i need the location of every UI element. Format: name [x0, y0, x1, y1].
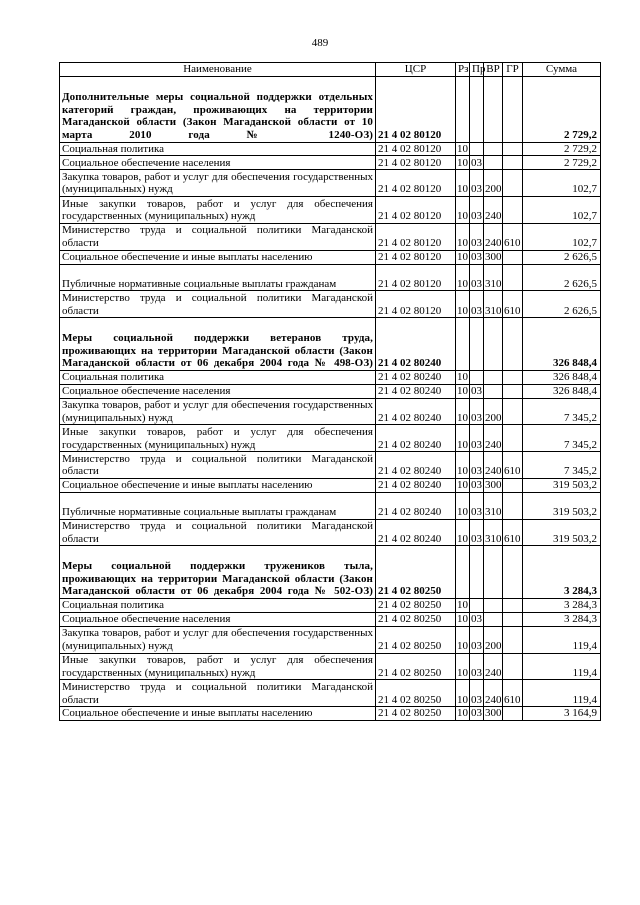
table-row — [60, 264, 601, 291]
cell-name: Социальное обеспечение и иные выплаты населению — [60, 478, 376, 492]
cell-gr — [503, 492, 523, 519]
cell-sum: 2 729,2 — [523, 156, 601, 170]
cell-csr: 21 4 02 80120 — [376, 264, 456, 291]
table-row — [60, 197, 601, 224]
cell-vr: 240 — [484, 653, 503, 680]
cell-csr: 21 4 02 80120 — [376, 223, 456, 250]
table-row — [60, 653, 601, 680]
table-row — [60, 223, 601, 250]
table-row — [60, 452, 601, 479]
cell-sum: 2 729,2 — [523, 77, 601, 143]
cell-sum: 119,4 — [523, 680, 601, 707]
cell-rz: 10 — [456, 626, 470, 653]
cell-gr — [503, 318, 523, 371]
cell-csr: 21 4 02 80120 — [376, 77, 456, 143]
cell-name: Закупка товаров, работ и услуг для обеспечения государственных (муниципальных) нужд — [60, 398, 376, 425]
cell-name: Публичные нормативные социальные выплаты гражданам — [60, 264, 376, 291]
cell-rz: 10 — [456, 398, 470, 425]
cell-vr — [484, 156, 503, 170]
cell-name: Иные закупки товаров, работ и услуг для обеспечения государственных (муниципальных) нужд — [60, 653, 376, 680]
table-body — [60, 77, 601, 721]
cell-name: Министерство труда и социальной политики Магаданской области — [60, 519, 376, 546]
cell-vr: 300 — [485, 707, 502, 720]
cell-name: Социальное обеспечение населения — [60, 612, 376, 626]
cell-rz: 10 — [457, 156, 468, 169]
cell-pr: 03 — [471, 156, 482, 169]
cell-pr: 03 — [470, 519, 484, 546]
cell-name: Социальная политика — [60, 370, 376, 384]
cell-gr: 610 — [503, 452, 523, 479]
cell-csr: 21 4 02 80240 — [376, 318, 456, 371]
cell-rz: 10 — [456, 653, 470, 680]
cell-csr: 21 4 02 80120 — [376, 197, 456, 224]
cell-pr: 03 — [471, 707, 482, 720]
cell-vr: 240 — [484, 425, 503, 452]
cell-csr: 21 4 02 80240 — [376, 492, 456, 519]
cell-pr: 03 — [470, 264, 484, 291]
table-row-section — [60, 546, 601, 599]
cell-gr — [503, 156, 523, 170]
table-row — [60, 492, 601, 519]
cell-sum: 102,7 — [523, 170, 601, 197]
table-row — [60, 370, 601, 384]
cell-name: Закупка товаров, работ и услуг для обеспечения государственных (муниципальных) нужд — [60, 170, 376, 197]
cell-pr — [470, 318, 484, 371]
cell-pr: 03 — [470, 197, 484, 224]
cell-name: Министерство труда и социальной политики Магаданской области — [60, 680, 376, 707]
cell-vr — [484, 546, 503, 599]
cell-gr — [503, 197, 523, 224]
cell-pr: 03 — [470, 680, 484, 707]
cell-rz — [456, 318, 470, 371]
table-row — [60, 478, 601, 492]
cell-gr — [503, 653, 523, 680]
cell-sum: 119,4 — [523, 653, 601, 680]
cell-gr — [503, 425, 523, 452]
table-row — [60, 519, 601, 546]
cell-vr: 310 — [484, 519, 503, 546]
cell-vr — [484, 612, 503, 626]
cell-gr — [503, 599, 523, 613]
cell-rz — [456, 546, 470, 599]
cell-pr: 03 — [470, 398, 484, 425]
cell-csr: 21 4 02 80250 — [376, 707, 456, 721]
cell-name: Меры социальной поддержки тружеников тыла, проживающих на территории Магаданской области (Закон Магаданской области от 06 декабря 2004 года № 502-ОЗ) — [60, 546, 376, 599]
cell-sum: 2 626,5 — [523, 264, 601, 291]
cell-rz: 10 — [457, 613, 468, 626]
cell-pr: 03 — [470, 425, 484, 452]
header-pr: Пр — [470, 63, 484, 77]
cell-vr — [484, 599, 503, 613]
cell-gr — [503, 250, 523, 264]
cell-vr: 240 — [484, 680, 503, 707]
cell-rz: 10 — [456, 452, 470, 479]
cell-vr — [484, 77, 503, 143]
table-row — [60, 170, 601, 197]
cell-sum: 3 284,3 — [523, 599, 601, 613]
cell-gr — [503, 707, 523, 721]
table-row — [60, 291, 601, 318]
cell-vr: 200 — [484, 626, 503, 653]
cell-vr: 240 — [484, 452, 503, 479]
cell-rz: 10 — [457, 599, 468, 612]
cell-sum: 102,7 — [523, 197, 601, 224]
cell-vr: 240 — [484, 197, 503, 224]
header-csr: ЦСР — [376, 63, 456, 77]
cell-csr: 21 4 02 80250 — [376, 680, 456, 707]
cell-gr — [503, 478, 523, 492]
cell-sum: 326 848,4 — [523, 370, 601, 384]
cell-sum: 319 503,2 — [523, 519, 601, 546]
cell-csr: 21 4 02 80240 — [376, 452, 456, 479]
cell-vr: 200 — [484, 170, 503, 197]
cell-gr — [503, 142, 523, 156]
cell-csr: 21 4 02 80250 — [376, 599, 456, 613]
cell-vr: 200 — [484, 398, 503, 425]
cell-name: Меры социальной поддержки ветеранов труда, проживающих на территории Магаданской области (Закон Магаданской области от 06 декабря 2004 года № 498-ОЗ) — [60, 318, 376, 371]
cell-rz — [456, 77, 470, 143]
cell-name: Министерство труда и социальной политики Магаданской области — [60, 452, 376, 479]
cell-sum: 319 503,2 — [523, 478, 601, 492]
cell-pr: 03 — [471, 250, 482, 263]
cell-csr: 21 4 02 80240 — [376, 519, 456, 546]
cell-vr — [484, 318, 503, 371]
cell-csr: 21 4 02 80240 — [376, 478, 456, 492]
header-vr: ВР — [484, 63, 503, 77]
table-row — [60, 599, 601, 613]
table-row — [60, 680, 601, 707]
cell-name: Министерство труда и социальной политики Магаданской области — [60, 223, 376, 250]
cell-vr: 310 — [484, 291, 503, 318]
cell-gr — [503, 612, 523, 626]
cell-sum: 7 345,2 — [523, 398, 601, 425]
header-name: Наименование — [60, 63, 376, 77]
table-row — [60, 156, 601, 170]
cell-rz: 10 — [456, 170, 470, 197]
cell-pr: 03 — [471, 613, 482, 626]
cell-rz: 10 — [456, 291, 470, 318]
cell-gr — [503, 264, 523, 291]
cell-csr: 21 4 02 80120 — [376, 291, 456, 318]
cell-rz: 10 — [456, 223, 470, 250]
cell-pr: 03 — [470, 653, 484, 680]
cell-gr — [503, 546, 523, 599]
cell-name: Иные закупки товаров, работ и услуг для обеспечения государственных (муниципальных) нужд — [60, 425, 376, 452]
cell-rz: 10 — [457, 479, 468, 492]
cell-csr: 21 4 02 80240 — [376, 398, 456, 425]
cell-sum: 119,4 — [523, 626, 601, 653]
cell-pr: 03 — [470, 170, 484, 197]
cell-vr: 240 — [484, 223, 503, 250]
table-row-section — [60, 77, 601, 143]
cell-pr — [470, 77, 484, 143]
table-row — [60, 425, 601, 452]
cell-vr: 310 — [484, 492, 503, 519]
table-row — [60, 626, 601, 653]
table-header-row — [60, 63, 601, 77]
cell-sum: 102,7 — [523, 223, 601, 250]
cell-pr: 03 — [471, 479, 482, 492]
cell-name: Закупка товаров, работ и услуг для обеспечения государственных (муниципальных) нужд — [60, 626, 376, 653]
cell-rz: 10 — [456, 197, 470, 224]
table-row — [60, 250, 601, 264]
cell-gr — [503, 384, 523, 398]
cell-sum: 3 164,9 — [523, 707, 601, 721]
cell-vr — [484, 370, 503, 384]
cell-csr: 21 4 02 80250 — [376, 653, 456, 680]
cell-vr — [484, 142, 503, 156]
cell-pr: 03 — [470, 626, 484, 653]
cell-sum: 7 345,2 — [523, 425, 601, 452]
cell-rz: 10 — [457, 707, 468, 720]
cell-pr — [470, 370, 484, 384]
cell-name: Социальное обеспечение и иные выплаты населению — [60, 707, 376, 721]
cell-name: Публичные нормативные социальные выплаты гражданам — [60, 492, 376, 519]
cell-csr: 21 4 02 80120 — [376, 156, 456, 170]
cell-csr: 21 4 02 80120 — [376, 170, 456, 197]
cell-gr: 610 — [503, 519, 523, 546]
cell-gr — [503, 398, 523, 425]
header-gr: ГР — [503, 63, 523, 77]
header-sum: Сумма — [523, 63, 601, 77]
cell-name: Министерство труда и социальной политики Магаданской области — [60, 291, 376, 318]
cell-sum: 3 284,3 — [523, 612, 601, 626]
table-row — [60, 612, 601, 626]
cell-pr — [470, 142, 484, 156]
cell-gr — [503, 77, 523, 143]
cell-rz: 10 — [457, 142, 468, 155]
table-row — [60, 384, 601, 398]
cell-rz: 10 — [456, 680, 470, 707]
cell-sum: 326 848,4 — [523, 318, 601, 371]
cell-gr: 610 — [503, 291, 523, 318]
cell-sum: 2 729,2 — [523, 142, 601, 156]
cell-pr — [470, 546, 484, 599]
cell-vr: 300 — [485, 479, 502, 492]
cell-vr — [484, 384, 503, 398]
cell-sum: 2 626,5 — [523, 291, 601, 318]
cell-sum: 319 503,2 — [523, 492, 601, 519]
cell-rz: 10 — [457, 384, 468, 397]
cell-rz: 10 — [456, 425, 470, 452]
cell-pr: 03 — [470, 223, 484, 250]
cell-sum: 7 345,2 — [523, 452, 601, 479]
cell-vr: 310 — [484, 264, 503, 291]
table-row-section — [60, 318, 601, 371]
cell-sum: 2 626,5 — [523, 250, 601, 264]
cell-csr: 21 4 02 80240 — [376, 370, 456, 384]
cell-pr: 03 — [470, 291, 484, 318]
cell-rz: 10 — [456, 264, 470, 291]
cell-csr: 21 4 02 80250 — [376, 626, 456, 653]
table-row — [60, 707, 601, 721]
cell-csr: 21 4 02 80240 — [376, 425, 456, 452]
cell-rz: 10 — [456, 519, 470, 546]
cell-vr: 300 — [485, 250, 502, 263]
cell-csr: 21 4 02 80250 — [376, 546, 456, 599]
cell-name: Социальное обеспечение населения — [60, 156, 376, 170]
cell-pr: 03 — [470, 492, 484, 519]
cell-name: Социальное обеспечение и иные выплаты населению — [60, 250, 376, 264]
cell-csr: 21 4 02 80120 — [376, 250, 456, 264]
cell-rz: 10 — [457, 371, 468, 384]
cell-csr: 21 4 02 80120 — [376, 142, 456, 156]
cell-gr: 610 — [503, 223, 523, 250]
cell-name: Социальная политика — [60, 142, 376, 156]
page-number: 489 — [311, 37, 329, 49]
cell-rz: 10 — [456, 492, 470, 519]
cell-name: Дополнительные меры социальной поддержки отдельных категорий граждан, проживающих на территории Магаданской области (Закон Магаданской области от 10 марта 2010 года № 1240-ОЗ) — [60, 77, 376, 143]
cell-gr: 610 — [503, 680, 523, 707]
cell-csr: 21 4 02 80240 — [376, 384, 456, 398]
cell-sum: 3 284,3 — [523, 546, 601, 599]
header-rz: Рз — [456, 63, 470, 77]
cell-pr: 03 — [471, 384, 482, 397]
cell-gr — [503, 370, 523, 384]
cell-name: Социальная политика — [60, 599, 376, 613]
cell-csr: 21 4 02 80250 — [376, 612, 456, 626]
table-row — [60, 142, 601, 156]
table-row — [60, 398, 601, 425]
cell-pr — [470, 599, 484, 613]
cell-gr — [503, 170, 523, 197]
cell-pr: 03 — [470, 452, 484, 479]
cell-sum: 326 848,4 — [523, 384, 601, 398]
cell-gr — [503, 626, 523, 653]
budget-table — [59, 62, 601, 721]
cell-name: Социальное обеспечение населения — [60, 384, 376, 398]
cell-name: Иные закупки товаров, работ и услуг для обеспечения государственных (муниципальных) нужд — [60, 197, 376, 224]
cell-rz: 10 — [457, 250, 468, 263]
